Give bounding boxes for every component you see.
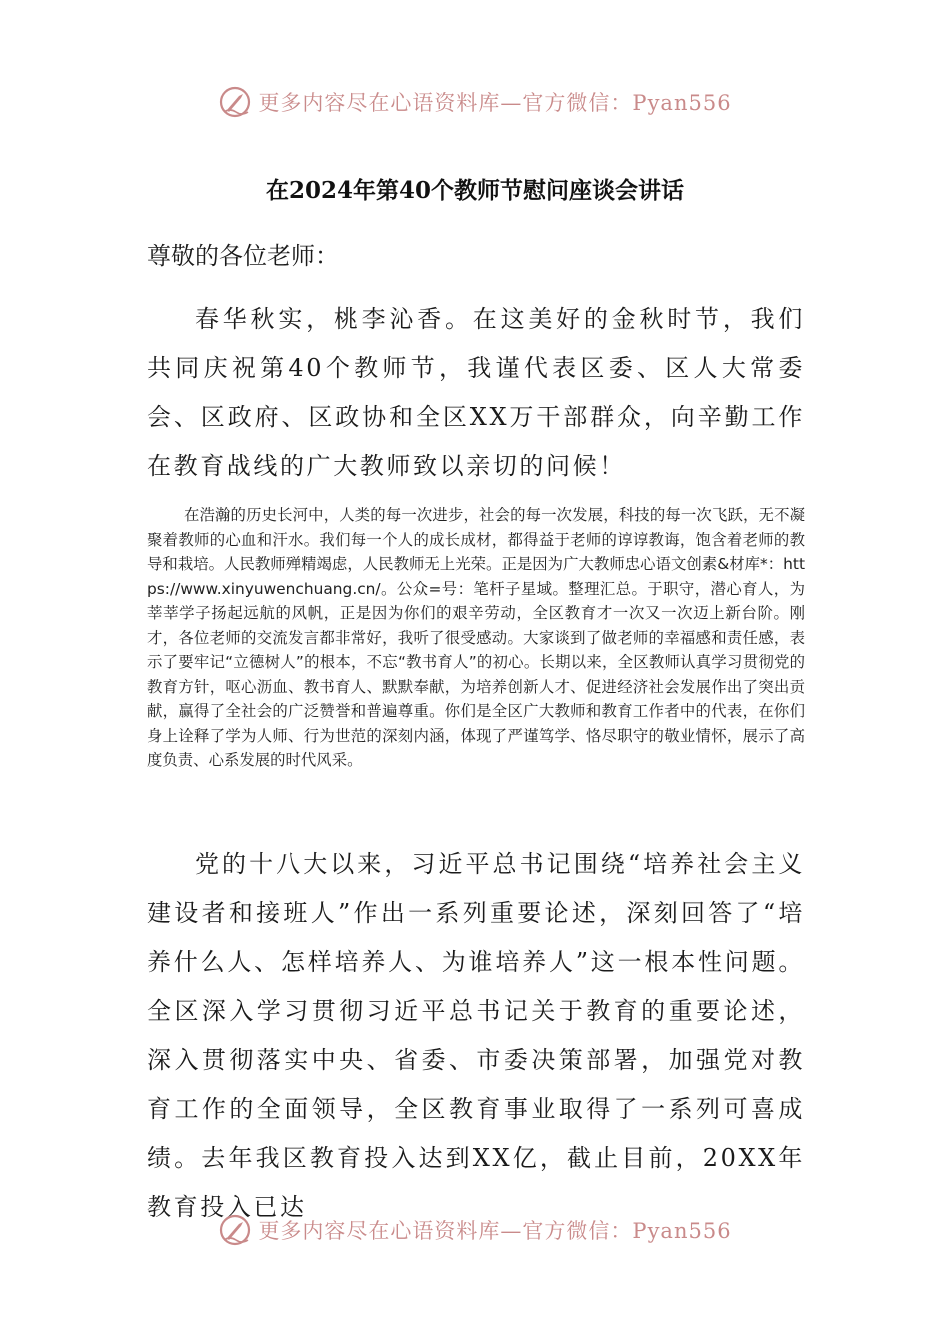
watermark-footer <box>0 1208 950 1252</box>
document-title: 在2024年第40个教师节慰问座谈会讲话 <box>265 177 685 204</box>
watermark-text: 更多内容尽在心语资料库—官方微信：Pyan556 <box>258 1219 732 1243</box>
watermark-header <box>0 80 950 124</box>
watermark-text: 更多内容尽在心语资料库—官方微信：Pyan556 <box>258 91 732 115</box>
paragraph-body: 在浩瀚的历史长河中，人类的每一次进步，社会的每一次发展，科技的每一次飞跃，无不凝聚着教师的心血和汗水。我们每一个人的成长成材，都得益于老师的谆谆教诲，饱含着老师的教导和栽培。人民教师殚精竭虑，人民教师无上光荣。正是因为广大教师忠心语文创素&材库*：https://www.xinyuwenchuang.cn/。公众=号：笔杆子星域。整理汇总。于职守，潜心育人，为莘莘学子扬起远航的风帆，正是因为你们的艰辛劳动，全区教育才一次又一次迈上新台阶。刚才，各位老师的交流发言都非常好，我听了很受感动。大家谈到了做老师的幸福感和责任感，表示了要牢记“立德树人”的根本，不忘“教书育人”的初心。长期以来，全区教师认真学习贯彻党的教育方针，呕心沥血、教书育人、默默奉献，为培养创新人才、促进经济社会发展作出了突出贡献，赢得了全社会的广泛赞誉和普遍尊重。你们是全区广大教师和教育工作者中的代表，在你们身上诠释了学为人师、行为世范的深刻内涵，体现了严谨笃学、恪尽职守的敬业情怀，展示了高度负责、心系发展的时代风采。 <box>147 506 805 769</box>
pen-nib-logo-icon <box>218 85 252 119</box>
pen-nib-logo-icon <box>218 1213 252 1247</box>
paragraph-opening: 春华秋实，桃李沁香。在这美好的金秋时节，我们共同庆祝第40个教师节，我谨代表区委、区人大常委会、区政府、区政协和全区XX万干部群众，向辛勤工作在教育战线的广大教师致以亲切的问候！ <box>147 305 805 480</box>
salutation: 尊敬的各位老师： <box>147 242 339 270</box>
paragraph-achievements: 党的十八大以来，习近平总书记围绕“培养社会主义建设者和接班人”作出一系列重要论述，深刻回答了“培养什么人、怎样培养人、为谁培养人”这一根本性问题。全区深入学习贯彻习近平总书记关于教育的重要论述，深入贯彻落实中央、省委、市委决策部署，加强党对教育工作的全面领导，全区教育事业取得了一系列可喜成绩。去年我区教育投入达到XX亿，截止目前，20XX年教育投入已达 <box>147 850 805 1221</box>
